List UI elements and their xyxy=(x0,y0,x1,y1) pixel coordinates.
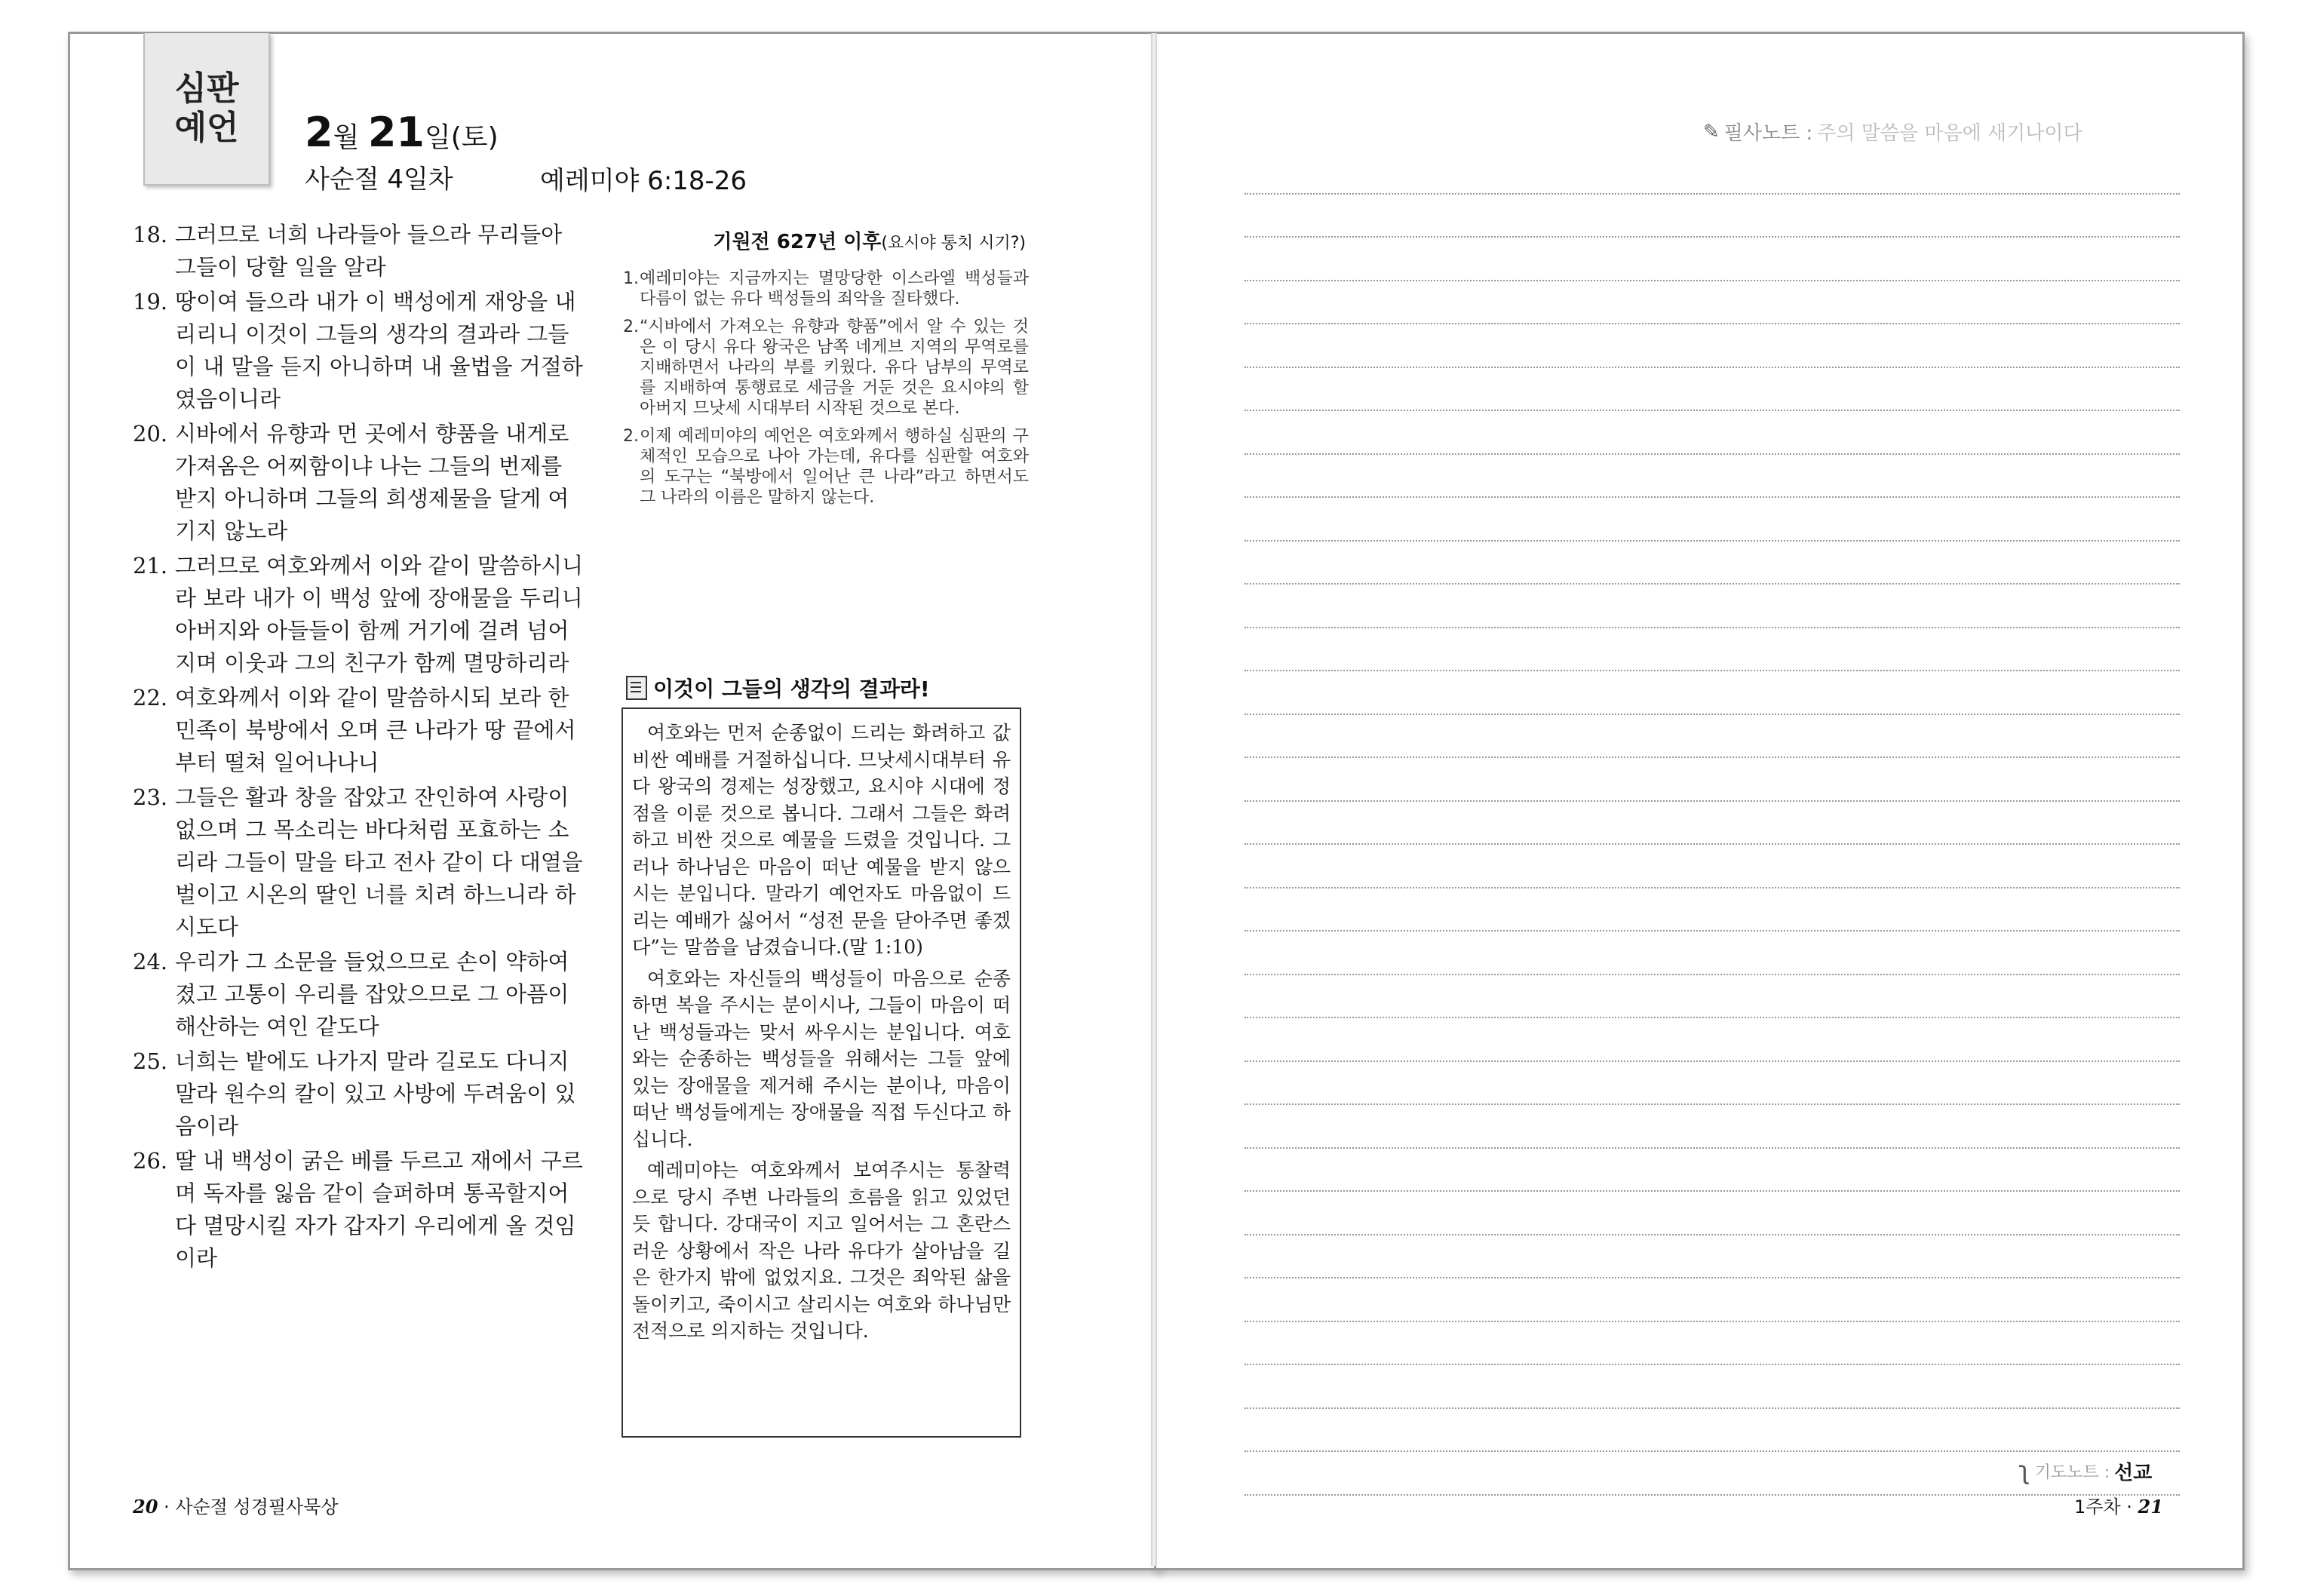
writing-line[interactable] xyxy=(1245,715,2180,759)
note-item xyxy=(623,269,1029,309)
verse-number: 20. xyxy=(133,421,168,447)
reflection-box xyxy=(622,707,1021,1438)
context-title xyxy=(679,226,1026,254)
verse-number: 19. xyxy=(133,289,168,315)
writing-line[interactable] xyxy=(1245,585,2180,628)
verse-text: 그들은 활과 창을 잡았고 잔인하여 사랑이 없으며 그 목소리는 바다처럼 포효하는 소리라 그들이 말을 타고 전사 같이 다 대열을 벌이고 시온의 딸인 너를 치려 하느니라 하시도다 xyxy=(175,784,583,940)
writing-line[interactable] xyxy=(1245,1409,2180,1453)
month-unit: 월 xyxy=(333,122,360,153)
scripture-reference: 예레미야 6:18-26 xyxy=(540,166,747,196)
reflection-paragraph: 예레미야는 여호와께서 보여주시는 통찰력으로 당시 주변 나라들의 흐름을 읽고 있었던듯 합니다. 강대국이 지고 일어서는 그 혼란스러운 상황에서 작은 나라 유다가 살아남을 길은 한가지 밖에 없었지요. 그것은 죄악된 삶을 돌이키고, 죽이시고 살리시는 여호와 하나님만 전적으로 의지하는 것입니다. xyxy=(632,1159,1011,1342)
verse-text: 우리가 그 소문을 들었으므로 손이 약하여졌고 고통이 우리를 잡았으므로 그 아픔이 해산하는 여인 같도다 xyxy=(175,949,569,1039)
writing-line[interactable] xyxy=(1245,671,2180,715)
left-page-number: 20 xyxy=(133,1496,158,1518)
verse-text: 그러므로 여호와께서 이와 같이 말씀하시니라 보라 내가 이 백성 앞에 장애물을 두리니 아버지와 아들들이 함께 거기에 걸려 넘어지며 이웃과 그의 친구가 함께 멸망하리라 xyxy=(175,553,584,676)
writing-line[interactable] xyxy=(1245,542,2180,585)
pen-icon: ✎ xyxy=(1703,120,1720,143)
note-text: 예레미야는 지금까지는 멸망당한 이스라엘 백성들과 다름이 없는 유다 백성들의 죄악을 질타했다. xyxy=(640,269,1029,308)
box-heading xyxy=(626,673,930,703)
verse-item xyxy=(133,418,585,548)
writing-line[interactable] xyxy=(1245,411,2180,455)
writing-line[interactable] xyxy=(1245,975,2180,1019)
note-number: 2. xyxy=(623,318,639,336)
day-number: 21 xyxy=(367,109,425,156)
writing-line[interactable] xyxy=(1245,1235,2180,1279)
verse-number: 23. xyxy=(133,784,168,810)
month-number: 2 xyxy=(305,109,333,156)
copy-note-text: 주의 말씀을 마음에 새기나이다 xyxy=(1817,122,2082,145)
writing-line[interactable] xyxy=(1245,1062,2180,1106)
praying-person-icon: ʅ xyxy=(2018,1456,2030,1486)
writing-line[interactable] xyxy=(1245,151,2180,195)
note-number: 1. xyxy=(623,269,639,288)
verse-text: 시바에서 유향과 먼 곳에서 향품을 내게로 가져옴은 어찌함이냐 나는 그들의 번제를 받지 아니하며 그들의 희생제물을 달게 여기지 않노라 xyxy=(175,421,569,544)
writing-line[interactable] xyxy=(1245,195,2180,238)
verse-item xyxy=(133,1045,585,1143)
writing-line[interactable] xyxy=(1245,1322,2180,1366)
tab-line-1: 심판 xyxy=(174,69,239,108)
verse-item xyxy=(133,682,585,779)
prayer-note xyxy=(2018,1456,2152,1486)
writing-lines xyxy=(1245,151,2180,1496)
writing-line[interactable] xyxy=(1245,628,2180,672)
note-item xyxy=(623,426,1029,508)
verse-text: 딸 내 백성이 굵은 베를 두르고 재에서 구르며 독자를 잃음 같이 슬퍼하며 통곡할지어다 멸망시킬 자가 갑자기 우리에게 올 것임이라 xyxy=(175,1148,583,1271)
writing-line[interactable] xyxy=(1245,889,2180,932)
verse-number: 24. xyxy=(133,949,168,974)
reflection-paragraph: 여호와는 먼저 순종없이 드리는 화려하고 값비싼 예배를 거절하십니다. 므낫세시대부터 유다 왕국의 경제는 성장했고, 요시야 시대에 정점을 이룬 것으로 봅니다. 그래서 그들은 화려하고 비싼 것으로 예물을 드렸을 것입니다. 그러나 하나님은 마음이 떠난 예물을 받지 않으시는 분입니다. 말라기 예언자도 마음없이 드리는 예배가 싫어서 “성전 문을 닫아주면 좋겠다”는 말씀을 남겼습니다.(말 1:10) xyxy=(632,722,1011,958)
writing-line[interactable] xyxy=(1245,1018,2180,1062)
box-heading-text: 이것이 그들의 생각의 결과라! xyxy=(653,677,930,701)
context-title-note: (요시야 통치 시기?) xyxy=(881,234,1026,253)
reflection-paragraph: 여호와는 자신들의 백성들이 마음으로 순종하면 복을 주시는 분이시나, 그들이 마음이 떠난 백성들과는 맞서 싸우시는 분입니다. 여호와는 순종하는 백성들을 위해서는 그들 앞에 있는 장애물을 제거해 주시는 분이나, 마음이 떠난 백성들에게는 장애물을 직접 두신다고 하십니다. xyxy=(632,967,1011,1150)
writing-line[interactable] xyxy=(1245,932,2180,975)
note-text: 이제 예레미야의 예언은 여호와께서 행하실 심판의 구체적인 모습으로 나아 가는데, 유다를 심판할 여호와의 도구는 “북방에서 일어난 큰 나라”라고 하면서도 그 나라의 이름은 말하지 않는다. xyxy=(640,427,1029,507)
writing-line[interactable] xyxy=(1245,758,2180,802)
verse-number: 25. xyxy=(133,1048,168,1074)
prayer-note-label: 기도노트 : xyxy=(2034,1462,2110,1482)
writing-line[interactable] xyxy=(1245,802,2180,846)
copy-note-header xyxy=(1703,118,2160,146)
book-title: 사순절 성경필사묵상 xyxy=(175,1496,339,1518)
writing-line[interactable] xyxy=(1245,498,2180,542)
writing-line[interactable] xyxy=(1245,1365,2180,1409)
verse-item xyxy=(133,781,585,944)
verse-text: 그러므로 너희 나라들아 들으라 무리들아 그들이 당할 일을 알라 xyxy=(175,222,563,280)
writing-line[interactable] xyxy=(1245,368,2180,412)
writing-line[interactable] xyxy=(1245,455,2180,499)
verse-list xyxy=(133,219,585,1277)
writing-line[interactable] xyxy=(1245,238,2180,281)
verse-item xyxy=(133,550,585,680)
note-text: “시바에서 가져오는 유향과 향품”에서 알 수 있는 것은 이 당시 유다 왕국은 남쪽 네게브 지역의 무역로를 지배하면서 나라의 부를 키웠다. 유다 남부의 무역로를 지배하여 통행료로 세금을 거둔 것은 요시야의 할아버지 므낫세 시대부터 시작된 것으로 본다. xyxy=(640,318,1029,418)
day-unit: 일 xyxy=(424,122,451,153)
prayer-topic: 선교 xyxy=(2114,1461,2153,1484)
writing-line[interactable] xyxy=(1245,1149,2180,1192)
verse-number: 26. xyxy=(133,1148,168,1174)
tab-line-2: 예언 xyxy=(174,109,239,147)
verse-text: 너희는 밭에도 나가지 말라 길로도 다니지 말라 원수의 칼이 있고 사방에 두려움이 있음이라 xyxy=(175,1048,576,1139)
verse-text: 땅이여 들으라 내가 이 백성에게 재앙을 내리리니 이것이 그들의 생각의 결과라 그들이 내 말을 듣지 아니하며 내 율법을 거절하였음이니라 xyxy=(175,289,583,412)
writing-line[interactable] xyxy=(1245,1278,2180,1322)
commentary-notes xyxy=(623,269,1029,515)
section-tab xyxy=(143,33,270,186)
left-footer: 20 · 사순절 성경필사묵상 xyxy=(133,1496,339,1518)
writing-line[interactable] xyxy=(1245,281,2180,325)
writing-line[interactable] xyxy=(1245,324,2180,368)
writing-line[interactable] xyxy=(1245,845,2180,889)
date-heading xyxy=(305,109,499,156)
verse-number: 22. xyxy=(133,685,168,711)
verse-text: 여호와께서 이와 같이 말씀하시되 보라 한 민족이 북방에서 오며 큰 나라가 땅 끝에서부터 떨쳐 일어나나니 xyxy=(175,685,576,775)
verse-number: 18. xyxy=(133,222,168,247)
note-number: 2. xyxy=(623,427,639,446)
weekday: (토) xyxy=(450,122,499,153)
writing-line[interactable] xyxy=(1245,1105,2180,1149)
note-item xyxy=(623,317,1029,419)
verse-item xyxy=(133,946,585,1043)
verse-item xyxy=(133,286,585,416)
verse-number: 21. xyxy=(133,553,168,579)
week-label: 1주차 xyxy=(2074,1496,2121,1518)
copy-note-label: 필사노트 : xyxy=(1723,122,1813,145)
right-page-number: 21 xyxy=(2138,1496,2163,1518)
verse-item xyxy=(133,1145,585,1275)
writing-line[interactable] xyxy=(1245,1192,2180,1235)
lent-day-subtitle: 사순절 4일차 xyxy=(305,164,453,195)
book-spine xyxy=(1151,33,1157,1566)
verse-item xyxy=(133,219,585,284)
right-footer: 1주차 · 21 xyxy=(2074,1496,2163,1518)
context-title-main: 기원전 627년 이후 xyxy=(713,231,882,253)
document-icon xyxy=(626,676,647,700)
